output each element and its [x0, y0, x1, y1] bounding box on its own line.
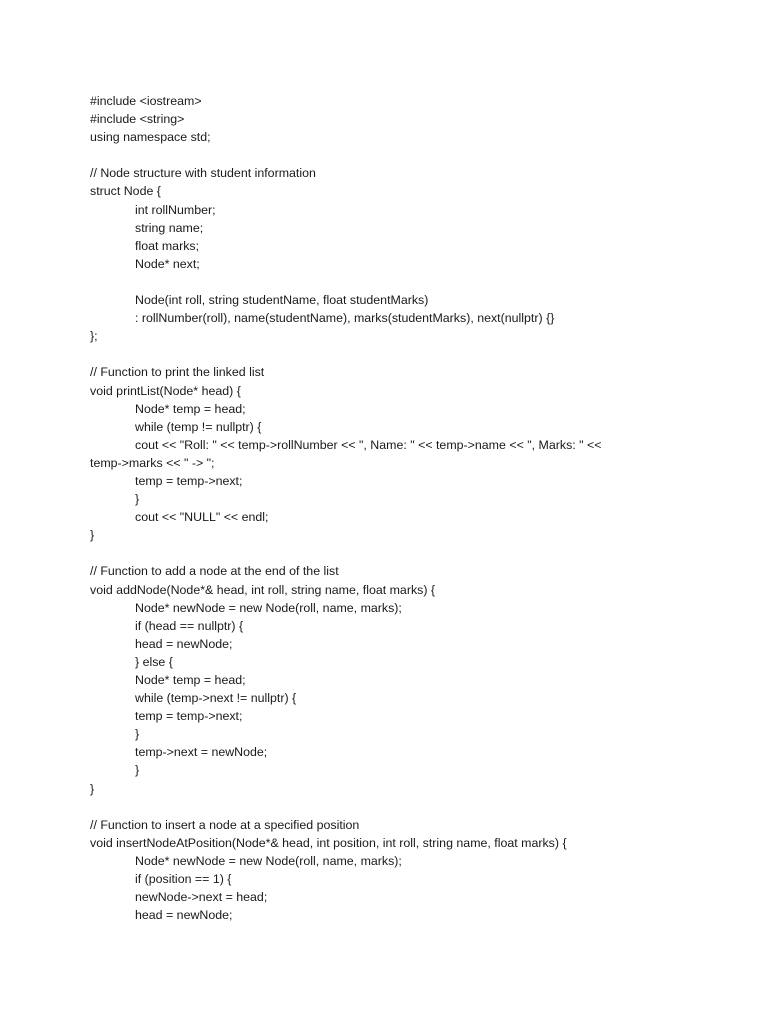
blank-line — [90, 544, 740, 562]
code-line: head = newNode; — [135, 636, 233, 651]
code-line: // Function to insert a node at a specified position — [90, 817, 360, 832]
blank-line — [90, 345, 740, 363]
code-line: using namespace std; — [90, 130, 211, 145]
code-line: temp->next = newNode; — [135, 745, 268, 760]
code-line: string name; — [135, 220, 204, 235]
code-line: Node* newNode = new Node(roll, name, marks); — [135, 853, 402, 868]
code-line: }; — [90, 329, 98, 344]
code-line: // Function to add a node at the end of the list — [90, 564, 339, 579]
code-line: int rollNumber; — [135, 202, 216, 217]
code-line: #include <iostream> — [90, 94, 202, 108]
code-line: temp = temp->next; — [135, 473, 243, 488]
code-line: // Function to print the linked list — [90, 365, 265, 380]
code-line: } — [135, 492, 140, 507]
blank-line — [90, 146, 740, 164]
code-line: } — [90, 781, 95, 796]
code-line: void addNode(Node*& head, int roll, string name, float marks) { — [90, 582, 436, 597]
code-line: head = newNode; — [135, 908, 233, 923]
code-line: #include <string> — [90, 112, 185, 127]
code-line: } else { — [135, 654, 173, 669]
code-line: Node* temp = head; — [135, 401, 246, 416]
code-line: temp = temp->next; — [135, 709, 243, 724]
code-line: cout << "Roll: " << temp->rollNumber << ", Name: " << temp->name << ", Marks: " << — [135, 437, 602, 452]
code-line: temp->marks << " -> "; — [90, 455, 215, 470]
code-line: } — [135, 727, 140, 742]
code-line: // Node structure with student information — [90, 166, 316, 181]
blank-line — [90, 798, 740, 816]
code-line: Node* temp = head; — [135, 673, 246, 687]
code-line: if (head == nullptr) { — [135, 618, 244, 633]
blank-line — [90, 273, 740, 291]
code-line: cout << "NULL" << endl; — [135, 510, 269, 525]
code-line: Node* newNode = new Node(roll, name, marks); — [135, 600, 402, 615]
code-line: } — [135, 763, 140, 778]
code-line: struct Node { — [90, 184, 161, 199]
code-line: if (position == 1) { — [135, 872, 232, 887]
code-line: : rollNumber(roll), name(studentName), marks(studentMarks), next(nullptr) {} — [135, 311, 555, 326]
code-line: void insertNodeAtPosition(Node*& head, int position, int roll, string name, float marks) { — [90, 835, 567, 850]
code-line: void printList(Node* head) { — [90, 383, 241, 398]
code-line: } — [90, 528, 95, 543]
code-line: Node* next; — [135, 256, 200, 271]
code-line: while (temp->next != nullptr) { — [135, 691, 297, 706]
code-line: while (temp != nullptr) { — [135, 419, 262, 434]
code-listing — [90, 92, 740, 924]
code-line: float marks; — [135, 238, 200, 253]
code-line: newNode->next = head; — [135, 890, 268, 905]
code-line: Node(int roll, string studentName, float studentMarks) — [135, 293, 429, 308]
